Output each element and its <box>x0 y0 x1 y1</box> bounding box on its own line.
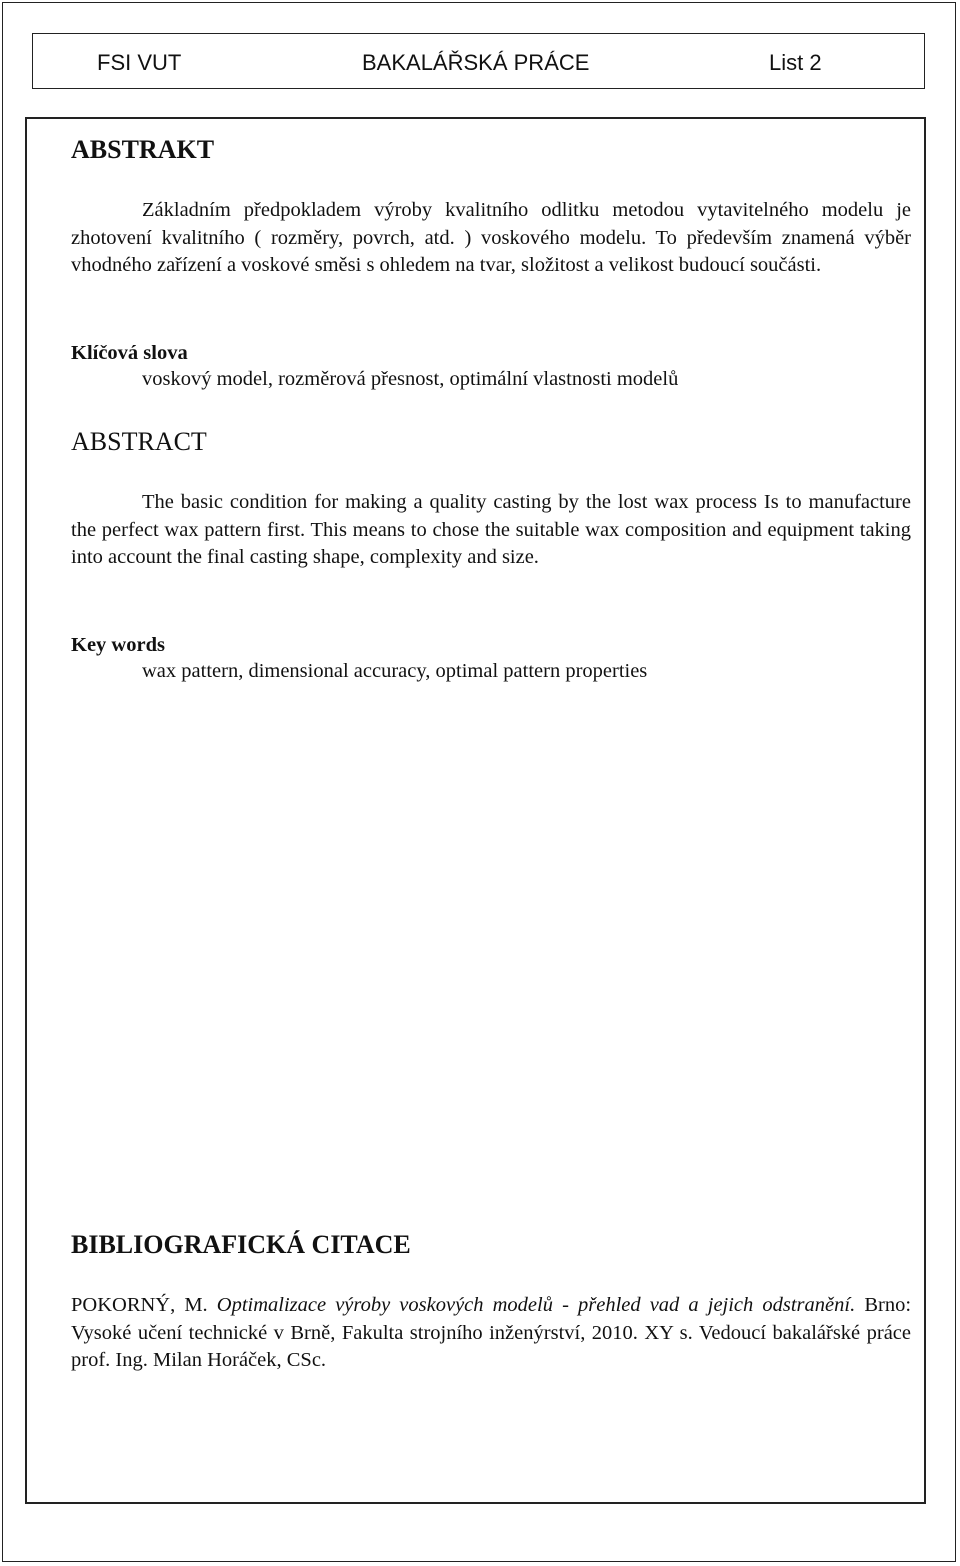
abstract-text: The basic condition for making a quality casting by the lost wax process Is to manufacture the perfect wax pattern first. This means to chose the suitable wax composition and equipment taking into account the final casting shape, complexity and size. <box>71 491 911 568</box>
abstrakt-heading: ABSTRAKT <box>71 135 215 164</box>
citation-heading: BIBLIOGRAFICKÁ CITACE <box>71 1230 411 1259</box>
key-words-text: wax pattern, dimensional accuracy, optimal pattern properties <box>142 660 648 682</box>
citation-author: POKORNÝ, M. <box>71 1294 208 1316</box>
header-title: BAKALÁŘSKÁ PRÁCE <box>362 50 590 75</box>
abstract-heading: ABSTRACT <box>71 427 207 456</box>
header-page-number: List 2 <box>769 50 822 75</box>
klicova-slova-text: voskový model, rozměrová přesnost, optimální vlastnosti modelů <box>142 368 679 390</box>
klicova-slova-title: Klíčová slova <box>71 342 188 364</box>
header-faculty: FSI VUT <box>97 50 182 75</box>
key-words-title: Key words <box>71 634 165 656</box>
citation-title: Optimalizace výroby voskových modelů - přehled vad a jejich odstranění. <box>216 1294 856 1316</box>
page-header <box>32 33 925 89</box>
citation-text <box>71 1292 911 1375</box>
citation-details: Brno: Vysoké učení technické v Brně, Fakulta strojního inženýrství, 2010. XY s. Vedoucí bakalářské práce prof. Ing. Milan Horáček, CSc. <box>71 1294 912 1371</box>
abstrakt-text: Základním předpokladem výroby kvalitního odlitku metodou vytavitelného modelu je zhotovení kvalitního ( rozměry, povrch, atd. ) voskového modelu. To především znamená výběr vhodného zařízení a voskové směsi s ohledem na tvar, složitost a velikost budoucí součásti. <box>71 199 911 276</box>
